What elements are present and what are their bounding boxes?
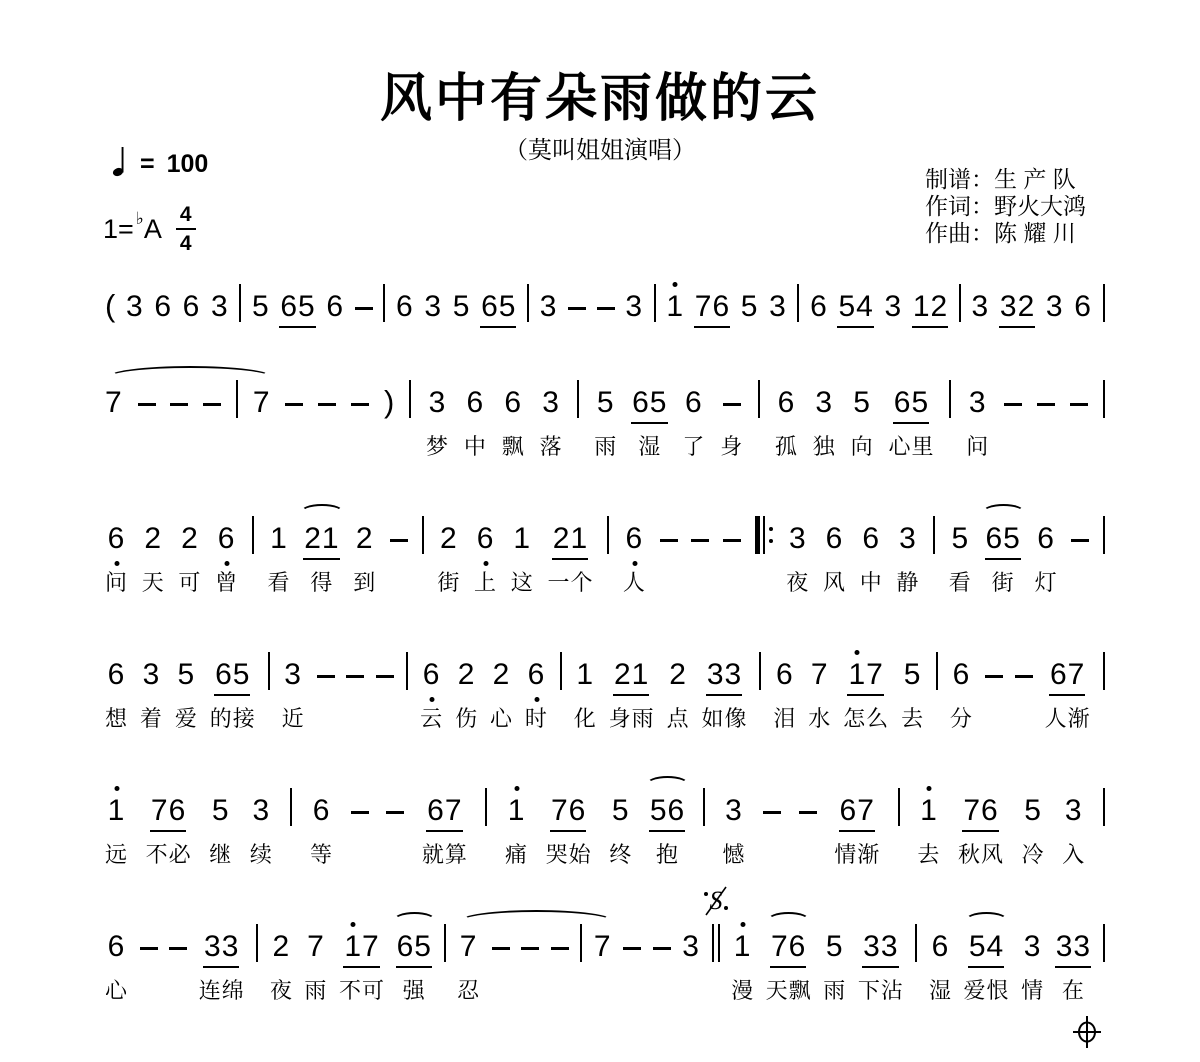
barline bbox=[1103, 908, 1105, 1004]
note-token: 3 静 bbox=[896, 522, 920, 595]
note-token: 54 bbox=[838, 290, 874, 323]
barline bbox=[252, 500, 254, 596]
lyric: 等 bbox=[310, 842, 334, 867]
lyric: 怎么 bbox=[843, 706, 890, 731]
lyric: 可 bbox=[178, 570, 202, 595]
note-token: 2 点 bbox=[666, 658, 690, 731]
lyric: 如像 bbox=[701, 706, 748, 731]
note-token: 12 bbox=[912, 290, 949, 323]
note-token: 2 夜 bbox=[269, 930, 293, 1003]
note-token: 7 bbox=[252, 386, 271, 419]
lyric: 想 bbox=[105, 706, 129, 731]
barline bbox=[256, 908, 258, 1004]
dash-note bbox=[351, 772, 369, 868]
note-token: 3 bbox=[424, 290, 443, 323]
lyric: 梦 bbox=[425, 434, 449, 459]
lyric: 问 bbox=[105, 570, 129, 595]
lyric: 泪 bbox=[773, 706, 797, 731]
lyric: 得 bbox=[310, 570, 334, 595]
note-token: 2 天 bbox=[141, 522, 165, 595]
barline bbox=[409, 364, 411, 460]
lyric: 天 bbox=[141, 570, 165, 595]
lyric: 人渐 bbox=[1044, 706, 1091, 731]
score bbox=[105, 268, 1105, 1044]
lyric: 湿 bbox=[928, 978, 952, 1003]
lyric: 灯 bbox=[1034, 570, 1058, 595]
barline bbox=[1103, 268, 1105, 322]
lyric: 曾 bbox=[215, 570, 239, 595]
lyric: 上 bbox=[474, 570, 498, 595]
note-token: 6 人 bbox=[622, 522, 646, 595]
lyric: 点 bbox=[666, 706, 690, 731]
note-token: 1 漫 bbox=[731, 908, 754, 1004]
note-token: 65 强 bbox=[397, 908, 432, 1004]
svg-text:S: S bbox=[709, 886, 723, 915]
lyric: 着 bbox=[139, 706, 163, 731]
parenthesis: ) bbox=[383, 384, 395, 419]
score-line bbox=[105, 500, 1105, 596]
segno-icon bbox=[701, 884, 731, 923]
lyric: 水 bbox=[808, 706, 832, 731]
barline bbox=[797, 268, 799, 322]
credit-name: 生 产 队 bbox=[994, 166, 1076, 192]
lyric: 去 bbox=[917, 842, 941, 867]
note-token: 1 远 bbox=[105, 772, 128, 868]
note-token: 3 独 bbox=[812, 386, 836, 459]
note-token: 65 bbox=[280, 290, 316, 323]
lyric: 街 bbox=[437, 570, 461, 595]
note-token: 6 中 bbox=[463, 386, 487, 459]
score-line bbox=[105, 772, 1105, 868]
lyric: 连绵 bbox=[198, 978, 245, 1003]
note-token: 65 湿 bbox=[632, 386, 668, 459]
lyric: 漫 bbox=[731, 978, 755, 1003]
note-token: 5 bbox=[452, 290, 471, 323]
note-token: 3 bbox=[769, 290, 787, 323]
lyric: 远 bbox=[105, 842, 129, 867]
page-title: 风中有朵雨做的云 bbox=[379, 70, 820, 128]
lyric: 雨 bbox=[823, 978, 847, 1003]
lyric: 中 bbox=[463, 434, 487, 459]
quarter-note-icon bbox=[112, 144, 128, 185]
note-token: 5 去 bbox=[901, 658, 925, 731]
lyric: 看 bbox=[948, 570, 972, 595]
note-token: 76 不必 bbox=[145, 794, 192, 867]
lyric: 落 bbox=[539, 434, 563, 459]
note-token: 2 可 bbox=[178, 522, 202, 595]
barline bbox=[933, 500, 935, 596]
lyric: 不可 bbox=[339, 978, 386, 1003]
note-token: 2 街 bbox=[437, 522, 461, 595]
note-token: 7 雨 bbox=[304, 930, 328, 1003]
note-token: 6 了 bbox=[682, 386, 706, 459]
note-token: 6 飘 bbox=[501, 386, 525, 459]
lyric: 雨 bbox=[594, 434, 618, 459]
barline bbox=[959, 268, 961, 322]
key-signature bbox=[103, 204, 196, 254]
credit-name: 野火大鸿 bbox=[994, 193, 1086, 219]
note-token: 3 入 bbox=[1062, 794, 1086, 867]
note-token: 33 在 bbox=[1055, 930, 1092, 1003]
dash-note bbox=[1071, 500, 1089, 596]
note-token: 5 终 bbox=[609, 794, 633, 867]
lyric: 向 bbox=[850, 434, 874, 459]
parenthesis: ( bbox=[105, 288, 116, 323]
note-token: 6 bbox=[396, 290, 414, 323]
lyric: 伤 bbox=[455, 706, 479, 731]
lyric: 心里 bbox=[888, 434, 935, 459]
note-token: 6 灯 bbox=[1034, 522, 1058, 595]
barline bbox=[1103, 636, 1105, 732]
lyric: 人 bbox=[622, 570, 646, 595]
dash-note bbox=[285, 364, 303, 460]
lyric: 心 bbox=[489, 706, 513, 731]
note-token: 3 着 bbox=[139, 658, 163, 731]
barline bbox=[703, 772, 705, 868]
flat-sign: ♭ bbox=[135, 209, 144, 228]
barline bbox=[759, 636, 761, 732]
note-token: 7 忍 bbox=[457, 930, 481, 1003]
note-token: 3 bbox=[884, 290, 903, 323]
credit-composer bbox=[925, 220, 1086, 247]
lyric: 夜 bbox=[786, 570, 810, 595]
note-token: 5 bbox=[740, 290, 759, 323]
credits bbox=[925, 166, 1086, 247]
note-token: 3 续 bbox=[249, 794, 273, 867]
lyric: 化 bbox=[573, 706, 597, 731]
dash-note bbox=[723, 500, 741, 596]
note-token: 76 天飘 bbox=[766, 908, 812, 1004]
key-letter: A bbox=[143, 213, 162, 244]
lyric: 中 bbox=[859, 570, 883, 595]
note-token: 5 爱 bbox=[174, 658, 198, 731]
barline bbox=[444, 908, 446, 1004]
barline bbox=[383, 268, 385, 322]
barline bbox=[527, 268, 529, 322]
note-token: 65 街 bbox=[986, 500, 1021, 596]
barline bbox=[758, 364, 760, 460]
dash-note bbox=[169, 908, 187, 1004]
note-token: 3 憾 bbox=[722, 794, 746, 867]
dash-note bbox=[355, 268, 373, 322]
note-token: 1 去 bbox=[917, 772, 940, 868]
dash-note bbox=[376, 636, 394, 732]
lyric: 身 bbox=[720, 434, 744, 459]
dash-note bbox=[351, 364, 369, 460]
lyric: 湿 bbox=[638, 434, 662, 459]
note-token: 21 一个 bbox=[547, 522, 594, 595]
note-token: 6 湿 bbox=[928, 930, 952, 1003]
note-token: 67 就算 bbox=[421, 794, 468, 867]
note-token: 76 bbox=[694, 290, 731, 323]
note-token: 5 继 bbox=[209, 794, 233, 867]
barline bbox=[290, 772, 292, 868]
note-token: 1 这 bbox=[510, 522, 534, 595]
tempo-value: 100 bbox=[166, 149, 209, 178]
dash-note bbox=[346, 636, 364, 732]
note-token: 6 曾 bbox=[215, 522, 239, 595]
note-token: 7 水 bbox=[808, 658, 832, 731]
lyric: 分 bbox=[949, 706, 973, 731]
repeat-open-sign bbox=[755, 500, 773, 596]
lyric: 夜 bbox=[269, 978, 293, 1003]
note-token: 54 爱恨 bbox=[964, 908, 1010, 1004]
dash-note bbox=[660, 500, 678, 596]
subtitle: （莫叫姐姐演唱） bbox=[504, 137, 696, 164]
note-token: 65 bbox=[481, 290, 517, 323]
note-token: 21 得 bbox=[304, 500, 339, 596]
dash-note bbox=[140, 908, 158, 1004]
note-token: 6 bbox=[154, 290, 173, 323]
score-line bbox=[105, 886, 1105, 1004]
note-token: 5 冷 bbox=[1021, 794, 1045, 867]
note-token: 56 抱 bbox=[650, 772, 685, 868]
lyric: 心 bbox=[105, 978, 129, 1003]
lyric: 雨 bbox=[304, 978, 328, 1003]
note-token: 5 雨 bbox=[594, 386, 618, 459]
note-token: 3 bbox=[625, 290, 644, 323]
dash-note bbox=[1015, 636, 1033, 732]
credit-label: 作曲： bbox=[925, 220, 994, 246]
lyric: 下沾 bbox=[857, 978, 904, 1003]
note-token: 33 连绵 bbox=[198, 930, 245, 1003]
lyric: 抱 bbox=[656, 842, 680, 867]
barline bbox=[607, 500, 609, 596]
lyric: 终 bbox=[609, 842, 633, 867]
lyric: 飘 bbox=[501, 434, 525, 459]
credit-label: 作词： bbox=[925, 193, 994, 219]
time-denominator: 4 bbox=[179, 232, 192, 255]
lyric: 孤 bbox=[774, 434, 798, 459]
lyric: 不必 bbox=[145, 842, 192, 867]
note-token: 67 情渐 bbox=[834, 794, 881, 867]
note-token: 3 情 bbox=[1021, 930, 1045, 1003]
lyric: 在 bbox=[1061, 978, 1085, 1003]
dash-note bbox=[568, 268, 586, 322]
note-token: 5 雨 bbox=[823, 930, 847, 1003]
note-token: 2 到 bbox=[353, 522, 377, 595]
note-token: 3 近 bbox=[281, 658, 305, 731]
note-token: 3 bbox=[539, 290, 558, 323]
lyric: 了 bbox=[682, 434, 706, 459]
barline bbox=[1103, 772, 1105, 868]
dash-note bbox=[623, 908, 641, 1004]
slur-arc bbox=[393, 912, 436, 929]
barline bbox=[577, 364, 579, 460]
note-token: 2 心 bbox=[489, 658, 513, 731]
dash-note bbox=[1037, 364, 1055, 460]
note-token: 21 身雨 bbox=[608, 658, 655, 731]
note-token: 1 痛 bbox=[505, 772, 528, 868]
note-token: 3 bbox=[1045, 290, 1064, 323]
note-token: 3 梦 bbox=[425, 386, 449, 459]
tempo-marking bbox=[112, 146, 208, 182]
score-line bbox=[105, 636, 1105, 732]
lyric: 风 bbox=[823, 570, 847, 595]
slur-arc bbox=[767, 912, 810, 929]
note-token: 5 bbox=[252, 290, 270, 323]
lyric: 情渐 bbox=[834, 842, 881, 867]
dash-note bbox=[386, 772, 404, 868]
note-token: 65 心里 bbox=[888, 386, 935, 459]
barline bbox=[406, 636, 408, 732]
note-token: 3 落 bbox=[539, 386, 563, 459]
note-token: 6 风 bbox=[823, 522, 847, 595]
barline bbox=[268, 636, 270, 732]
dash-note bbox=[597, 268, 615, 322]
score-line bbox=[105, 364, 1105, 460]
note-token: 6 孤 bbox=[774, 386, 798, 459]
barline bbox=[949, 364, 951, 460]
lyric: 忍 bbox=[457, 978, 481, 1003]
note-token: 1 化 bbox=[573, 658, 597, 731]
dash-note bbox=[390, 500, 408, 596]
note-token: 5 看 bbox=[948, 522, 972, 595]
coda-icon bbox=[1070, 1014, 1104, 1055]
dash-note bbox=[317, 636, 335, 732]
lyric: 继 bbox=[209, 842, 233, 867]
barline bbox=[898, 772, 900, 868]
lyric: 情 bbox=[1021, 978, 1045, 1003]
note-token: 3 问 bbox=[966, 386, 990, 459]
lyric: 续 bbox=[249, 842, 273, 867]
note-token: 2 伤 bbox=[455, 658, 479, 731]
barline bbox=[915, 908, 917, 1004]
note-token: 33 下沾 bbox=[857, 930, 904, 1003]
dash-note bbox=[985, 636, 1003, 732]
note-token: 76 秋风 bbox=[958, 794, 1005, 867]
note-token: 65 的接 bbox=[209, 658, 256, 731]
note-token: 6 心 bbox=[105, 930, 129, 1003]
note-token: 6 云 bbox=[420, 658, 444, 731]
lyric: 入 bbox=[1062, 842, 1086, 867]
double-barline bbox=[709, 886, 723, 1004]
note-token: 3 夜 bbox=[786, 522, 810, 595]
lyric: 憾 bbox=[722, 842, 746, 867]
note-token: 32 bbox=[999, 290, 1036, 323]
note-token: 3 bbox=[125, 290, 144, 323]
lyric: 哭始 bbox=[545, 842, 592, 867]
note-token: 6 泪 bbox=[773, 658, 797, 731]
note-token: 6 bbox=[326, 290, 345, 323]
lyric: 街 bbox=[991, 570, 1015, 595]
slur-arc bbox=[982, 504, 1025, 521]
lyric: 爱恨 bbox=[963, 978, 1010, 1003]
dash-note bbox=[691, 500, 709, 596]
lyric: 近 bbox=[281, 706, 305, 731]
note-token: 3 bbox=[971, 290, 990, 323]
dash-note bbox=[763, 772, 781, 868]
barline bbox=[485, 772, 487, 868]
note-token: 6 问 bbox=[105, 522, 129, 595]
barline bbox=[936, 636, 938, 732]
dash-note bbox=[1004, 364, 1022, 460]
note-token: 6 分 bbox=[949, 658, 973, 731]
score-line bbox=[105, 268, 1105, 322]
note-token: 5 向 bbox=[850, 386, 874, 459]
dash-note bbox=[318, 364, 336, 460]
note-token: 1 bbox=[666, 268, 684, 322]
slur-arc bbox=[965, 912, 1008, 929]
note-token: 6 中 bbox=[859, 522, 883, 595]
dash-note bbox=[720, 364, 743, 460]
barline bbox=[239, 268, 241, 322]
barline bbox=[560, 636, 562, 732]
note-token: 67 人渐 bbox=[1044, 658, 1091, 731]
lyric: 到 bbox=[353, 570, 377, 595]
lyric: 去 bbox=[901, 706, 925, 731]
note-token: 17 怎么 bbox=[843, 636, 889, 732]
note-token: 6 bbox=[182, 290, 201, 323]
tie-arc bbox=[460, 910, 613, 932]
note-token: 6 上 bbox=[474, 522, 498, 595]
lyric: 痛 bbox=[505, 842, 529, 867]
barline bbox=[1103, 500, 1105, 596]
note-token: 1 看 bbox=[267, 522, 291, 595]
lyric: 强 bbox=[402, 978, 426, 1003]
lyric: 就算 bbox=[421, 842, 468, 867]
credit-arranger bbox=[925, 166, 1086, 193]
note-token: 6 等 bbox=[310, 794, 334, 867]
barline bbox=[654, 268, 656, 322]
lyric: 独 bbox=[812, 434, 836, 459]
time-signature bbox=[176, 204, 196, 254]
lyric: 静 bbox=[896, 570, 920, 595]
credit-name: 陈 耀 川 bbox=[994, 220, 1076, 246]
time-numerator: 4 bbox=[176, 204, 196, 230]
tie-arc bbox=[108, 366, 273, 388]
lyric: 一个 bbox=[547, 570, 594, 595]
lyric: 这 bbox=[510, 570, 534, 595]
lyric: 云 bbox=[420, 706, 444, 731]
lyric: 问 bbox=[966, 434, 990, 459]
lyric: 身雨 bbox=[608, 706, 655, 731]
dash-note bbox=[1070, 364, 1088, 460]
note-token: 33 如像 bbox=[701, 658, 748, 731]
note-token: 3 bbox=[682, 930, 700, 963]
lyric: 看 bbox=[267, 570, 291, 595]
note-token: 17 不可 bbox=[339, 908, 385, 1004]
tempo-equals: = bbox=[140, 149, 155, 178]
note-token: 3 bbox=[211, 290, 229, 323]
credit-label: 制谱： bbox=[925, 166, 994, 192]
dash-note bbox=[653, 908, 671, 1004]
note-token: 6 时 bbox=[524, 658, 548, 731]
lyric: 天飘 bbox=[765, 978, 812, 1003]
slur-arc bbox=[300, 504, 343, 521]
note-token: 7 bbox=[105, 386, 123, 419]
dash-note bbox=[799, 772, 817, 868]
note-token: 6 bbox=[810, 290, 828, 323]
barline bbox=[1103, 364, 1105, 460]
lyric: 爱 bbox=[174, 706, 198, 731]
note-token: 6 想 bbox=[105, 658, 129, 731]
lyric: 秋风 bbox=[958, 842, 1005, 867]
note-token: 6 bbox=[1074, 290, 1092, 323]
lyric: 时 bbox=[524, 706, 548, 731]
barline bbox=[422, 500, 424, 596]
lyric: 的接 bbox=[209, 706, 256, 731]
note-token: 7 bbox=[593, 930, 612, 963]
slur-arc bbox=[646, 776, 689, 793]
lyric: 冷 bbox=[1021, 842, 1045, 867]
credit-lyricist bbox=[925, 193, 1086, 220]
note-token: 76 哭始 bbox=[545, 794, 592, 867]
key-prefix: 1= bbox=[103, 213, 134, 244]
